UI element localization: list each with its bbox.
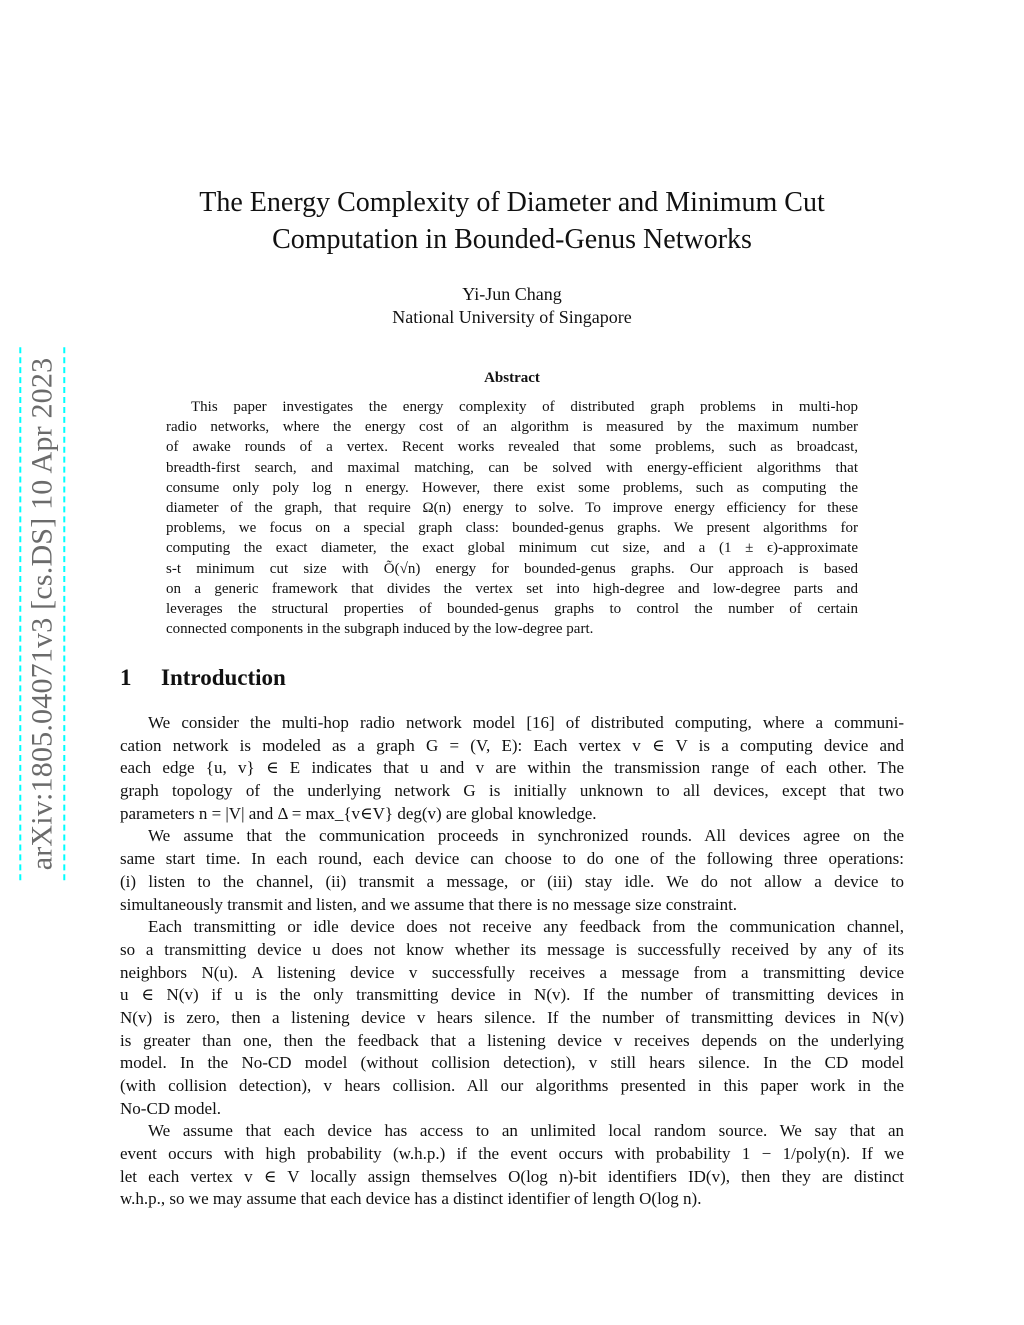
body-line: N(v) is zero, then a listening device v hears silence. If the number of transmitting devices in N(v) — [120, 1007, 904, 1027]
body-line: is greater than one, then the feedback that a listening device v receives depends on the underlying — [120, 1030, 904, 1050]
body-line: No-CD model. — [120, 1098, 222, 1118]
abstract-line: computing the exact diameter, the exact global minimum cut size, and a (1 ± ϵ)-approximate — [166, 540, 858, 557]
abstract-line: connected components in the subgraph induced by the low-degree part. — [166, 621, 594, 638]
arxiv-sidebar — [18, 318, 66, 910]
body-line: We assume that each device has access to an unlimited local random source. We say that an — [148, 1121, 904, 1141]
author-block — [0, 283, 1024, 329]
abstract-line: breadth-first search, and maximal matching, can be solved with energy-efficient algorithms that — [166, 459, 858, 476]
abstract-heading: Abstract — [484, 370, 540, 386]
title-line: Computation in Bounded-Genus Networks — [272, 224, 752, 255]
author-affiliation: National University of Singapore — [392, 307, 632, 327]
abstract-line: problems, we focus on a special graph class: bounded-genus graphs. We present algorithms for — [166, 520, 858, 537]
arxiv-identifier[interactable]: arXiv:1805.04071v3 [cs.DS] 10 Apr 2023 — [19, 348, 65, 881]
abstract-line: leverages the structural properties of bounded-genus graphs to control the number of certain — [166, 600, 858, 617]
abstract-line: radio networks, where the energy cost of an algorithm is measured by the maximum number — [166, 419, 858, 436]
author-name: Yi-Jun Chang — [462, 284, 562, 304]
abstract-line: consume only poly log n energy. However, there exist some problems, such as computing the — [166, 479, 858, 496]
body-line: simultaneously transmit and listen, and we assume that there is no message size constraint. — [120, 894, 738, 914]
body-line: so a transmitting device u does not know whether its message is successfully received by any of its — [120, 939, 904, 959]
abstract-line: of awake rounds of a vertex. Recent works revealed that some problems, such as broadcast, — [166, 439, 858, 456]
body-line: neighbors N(u). A listening device v successfully receives a message from a transmitting device — [120, 962, 904, 982]
body-line: w.h.p., so we may assume that each device has a distinct identifier of length O(log n). — [120, 1189, 702, 1209]
body-line: Each transmitting or idle device does not receive any feedback from the communication channel, — [148, 917, 904, 937]
body-line: u ∈ N(v) if u is the only transmitting device in N(v). If the number of transmitting devices in — [120, 985, 904, 1005]
section-title: Introduction — [161, 665, 286, 690]
body-line: We consider the multi-hop radio network model [16] of distributed computing, where a communi- — [148, 713, 904, 732]
body-line: graph topology of the underlying network G is initially unknown to all devices, except that two — [120, 781, 904, 801]
body-line: cation network is modeled as a graph G = (V, E): Each vertex v ∈ V is a computing device and — [120, 735, 904, 755]
body-line: let each vertex v ∈ V locally assign themselves O(log n)-bit identifiers ID(v), then they are distinct — [120, 1166, 904, 1186]
body-line: (with collision detection), v hears collision. All our algorithms presented in this paper work in the — [120, 1076, 904, 1095]
introduction-body — [120, 712, 904, 1211]
body-line: same start time. In each round, each device can choose to do one of the following three operations: — [120, 849, 904, 869]
abstract-line: on a generic framework that divides the vertex set into high-degree and low-degree parts and — [166, 580, 858, 597]
body-line: model. In the No-CD model (without collision detection), v still hears silence. In the CD model — [120, 1053, 904, 1073]
body-line: (i) listen to the channel, (ii) transmit a message, or (iii) stay idle. We do not allow a device to — [120, 871, 904, 891]
section-heading — [120, 665, 286, 691]
body-line: We assume that the communication proceeds in synchronized rounds. All devices agree on the — [148, 826, 904, 846]
abstract-line: s-t minimum cut size with Õ(√n) energy for bounded-genus graphs. Our approach is based — [166, 560, 858, 577]
body-line: each edge {u, v} ∈ E indicates that u and v are within the transmission range of each other. The — [120, 758, 904, 778]
abstract-line: This paper investigates the energy complexity of distributed graph problems in multi-hop — [191, 399, 858, 415]
section-number: 1 — [120, 665, 132, 690]
body-line: event occurs with high probability (w.h.p.) if the event occurs with probability 1 − 1/poly(n). If we — [120, 1144, 904, 1164]
title-line: The Energy Complexity of Diameter and Minimum Cut — [199, 187, 825, 218]
abstract-body — [166, 397, 858, 639]
abstract-line: diameter of the graph, that require Ω(n) energy to solve. To improve energy efficiency for these — [166, 499, 858, 516]
body-line: parameters n = |V| and Δ = max_{v∈V} deg(v) are global knowledge. — [120, 803, 597, 823]
paper-title — [140, 184, 884, 258]
